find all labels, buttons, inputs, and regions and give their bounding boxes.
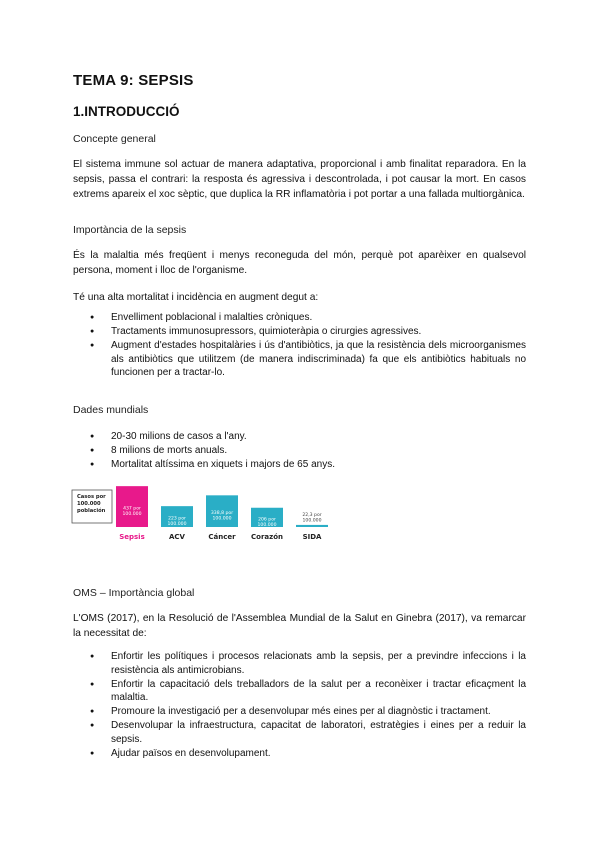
who-heading: OMS – Importància global (73, 587, 195, 599)
list-item: ● Promoure la investigació per a desenvolupar més eines per al diagnòstic i tractament. (73, 705, 526, 719)
bar-sida (296, 525, 328, 527)
importance-heading: Importància de la sepsis (73, 224, 187, 236)
list-item: ● Augment d'estades hospitalàries i ús d'antibiòtics, ja que la resistència dels microorganismes als antibiòtics que utilitzem (de manera indiscriminada) fa que els antibiòtics habituals no funcionen per a tractar-lo. (73, 339, 526, 380)
category-label-acv: ACV (169, 533, 185, 541)
bar-value-label: 437 por 100.000 (122, 506, 142, 518)
causes-list (73, 311, 526, 380)
concept-paragraph: El sistema immune sol actuar de manera adaptativa, proporcional i amb finalitat reparadora. En la sepsis, passa el contrari: la resposta és agressiva i descontrolada, i pot causar la mort. En casos extrems apareix el xoc sèptic, que duplica la RR inflamatòria i pot portar a una fallada multiorgànica. (73, 159, 526, 200)
world-data-list (73, 430, 526, 472)
importance-paragraph: És la malaltia més freqüent i menys reconeguda del món, perquè pot aparèixer en qualsevol persona, moment i lloc de l'organisme. (73, 250, 526, 276)
category-label-sida: SIDA (302, 533, 322, 541)
list-item: ● Envelliment poblacional i malalties cròniques. (73, 311, 526, 325)
bar-value-label: 22,3 por 100.000 (302, 512, 322, 524)
category-label-cáncer: Cáncer (208, 533, 236, 541)
sepsis-comparison-chart (70, 483, 340, 545)
list-item: ● Enfortir la capacitació dels treballadors de la salut per a reconèixer i tractar eficaçment la malaltia. (73, 678, 526, 705)
list-item: ● Mortalitat altíssima en xiquets i majors de 65 anys. (73, 458, 526, 472)
list-item: ● 8 milions de morts anuals. (73, 444, 526, 458)
bar-value-label: 338,8 por 100.000 (210, 511, 234, 522)
world-data-heading: Dades mundials (73, 404, 149, 416)
mortality-intro: Té una alta mortalitat i incidència en augment degut a: (73, 292, 319, 303)
chart-ylabel-line: Casos por 100.000 población (77, 494, 106, 514)
category-label-sepsis: Sepsis (119, 533, 145, 541)
section-heading: 1.INTRODUCCIÓ (73, 104, 180, 119)
list-item: ● Tractaments immunosupressors, quimioteràpia o cirurgies agressives. (73, 325, 526, 339)
bar-value-label: 223 por 100.000 (167, 516, 187, 528)
who-list (73, 650, 526, 761)
list-item: ● Ajudar països en desenvolupament. (73, 747, 526, 761)
who-paragraph: L'OMS (2017), en la Resolució de l'Assemblea Mundial de la Salut en Ginebra (2017), va remarcar la necessitat de: (73, 613, 526, 639)
list-item: ● 20-30 milions de casos a l'any. (73, 430, 526, 444)
category-label-corazón: Corazón (251, 533, 283, 541)
bar-value-label: 206 por 100.000 (257, 517, 277, 528)
concept-heading: Concepte general (73, 133, 156, 145)
list-item: ● Desenvolupar la infraestructura, capacitat de laboratori, estratègies i eines per a reduir la sepsis. (73, 719, 526, 746)
list-item: ● Enfortir les polítiques i procesos relacionats amb la sepsis, per a previndre infeccions i la resistència als antimicrobians. (73, 650, 526, 677)
document-title: TEMA 9: SEPSIS (73, 72, 194, 89)
chart-bars (116, 486, 328, 541)
